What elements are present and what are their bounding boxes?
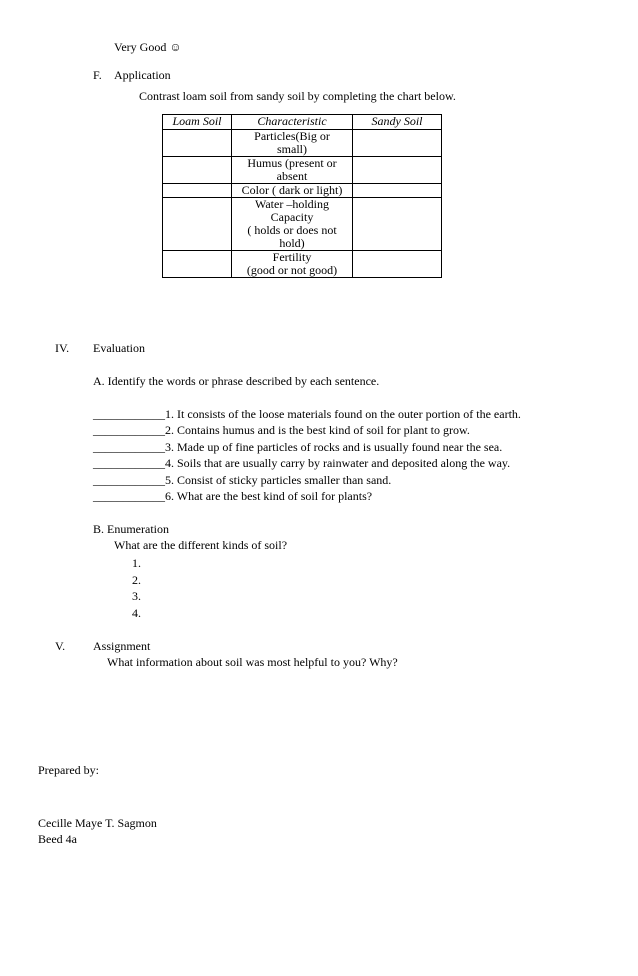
sandy-cell[interactable] (353, 130, 442, 157)
application-instruction: Contrast loam soil from sandy soil by completing the chart below. (139, 89, 456, 103)
identify-item-2: ____________2. Contains humus and is the best kind of soil for plant to grow. (93, 423, 470, 437)
loam-cell[interactable] (163, 251, 232, 278)
preparer-course: Beed 4a (38, 832, 77, 846)
header-sandy-soil: Sandy Soil (353, 115, 442, 130)
loam-cell[interactable] (163, 184, 232, 198)
application-title: Application (114, 68, 171, 82)
header-loam-soil: Loam Soil (163, 115, 232, 130)
enumeration-item-3: 3. (132, 589, 141, 603)
chart-row-fertility (163, 251, 442, 278)
sandy-cell[interactable] (353, 251, 442, 278)
part-b-question: What are the different kinds of soil? (114, 538, 288, 552)
header-characteristic: Characteristic (232, 115, 353, 130)
enumeration-item-4: 4. (132, 606, 141, 620)
loam-cell[interactable] (163, 157, 232, 184)
loam-cell[interactable] (163, 130, 232, 157)
prepared-by-label: Prepared by: (38, 763, 99, 777)
identify-item-4: ____________4. Soils that are usually carry by rainwater and deposited along the way. (93, 456, 511, 470)
characteristic-cell: Humus (present or absent (232, 157, 353, 184)
assignment-numeral: V. (55, 639, 66, 653)
chart-row-humus (163, 157, 442, 184)
characteristic-cell: Fertility (good or not good) (232, 251, 353, 278)
sandy-cell[interactable] (353, 198, 442, 251)
chart-row-color (163, 184, 442, 198)
enumeration-item-1: 1. (132, 556, 141, 570)
application-letter: F. (93, 68, 102, 82)
characteristic-cell: Water –holding Capacity ( holds or does not hold) (232, 198, 353, 251)
characteristic-cell: Particles(Big or small) (232, 130, 353, 157)
enumeration-item-2: 2. (132, 573, 141, 587)
comparison-chart (162, 114, 442, 278)
sandy-cell[interactable] (353, 157, 442, 184)
sandy-cell[interactable] (353, 184, 442, 198)
assignment-question: What information about soil was most helpful to you? Why? (107, 655, 398, 669)
preparer-name: Cecille Maye T. Sagmon (38, 816, 157, 830)
chart-row-water-holding (163, 198, 442, 251)
part-a-heading: A. Identify the words or phrase described by each sentence. (93, 374, 380, 388)
identify-item-5: ____________5. Consist of sticky particles smaller than sand. (93, 473, 392, 487)
loam-cell[interactable] (163, 198, 232, 251)
part-b-heading: B. Enumeration (93, 522, 169, 536)
rating-text: Very Good ☺ (114, 40, 182, 54)
assignment-title: Assignment (93, 639, 151, 653)
identify-item-6: ____________6. What are the best kind of soil for plants? (93, 489, 373, 503)
evaluation-title: Evaluation (93, 341, 145, 355)
evaluation-numeral: IV. (55, 341, 70, 355)
identify-item-3: ____________3. Made up of fine particles of rocks and is usually found near the sea. (93, 440, 503, 454)
identify-item-1: ____________1. It consists of the loose materials found on the outer portion of the earth. (93, 407, 521, 421)
chart-header-row (163, 115, 442, 130)
characteristic-cell: Color ( dark or light) (232, 184, 353, 198)
chart-row-particles (163, 130, 442, 157)
